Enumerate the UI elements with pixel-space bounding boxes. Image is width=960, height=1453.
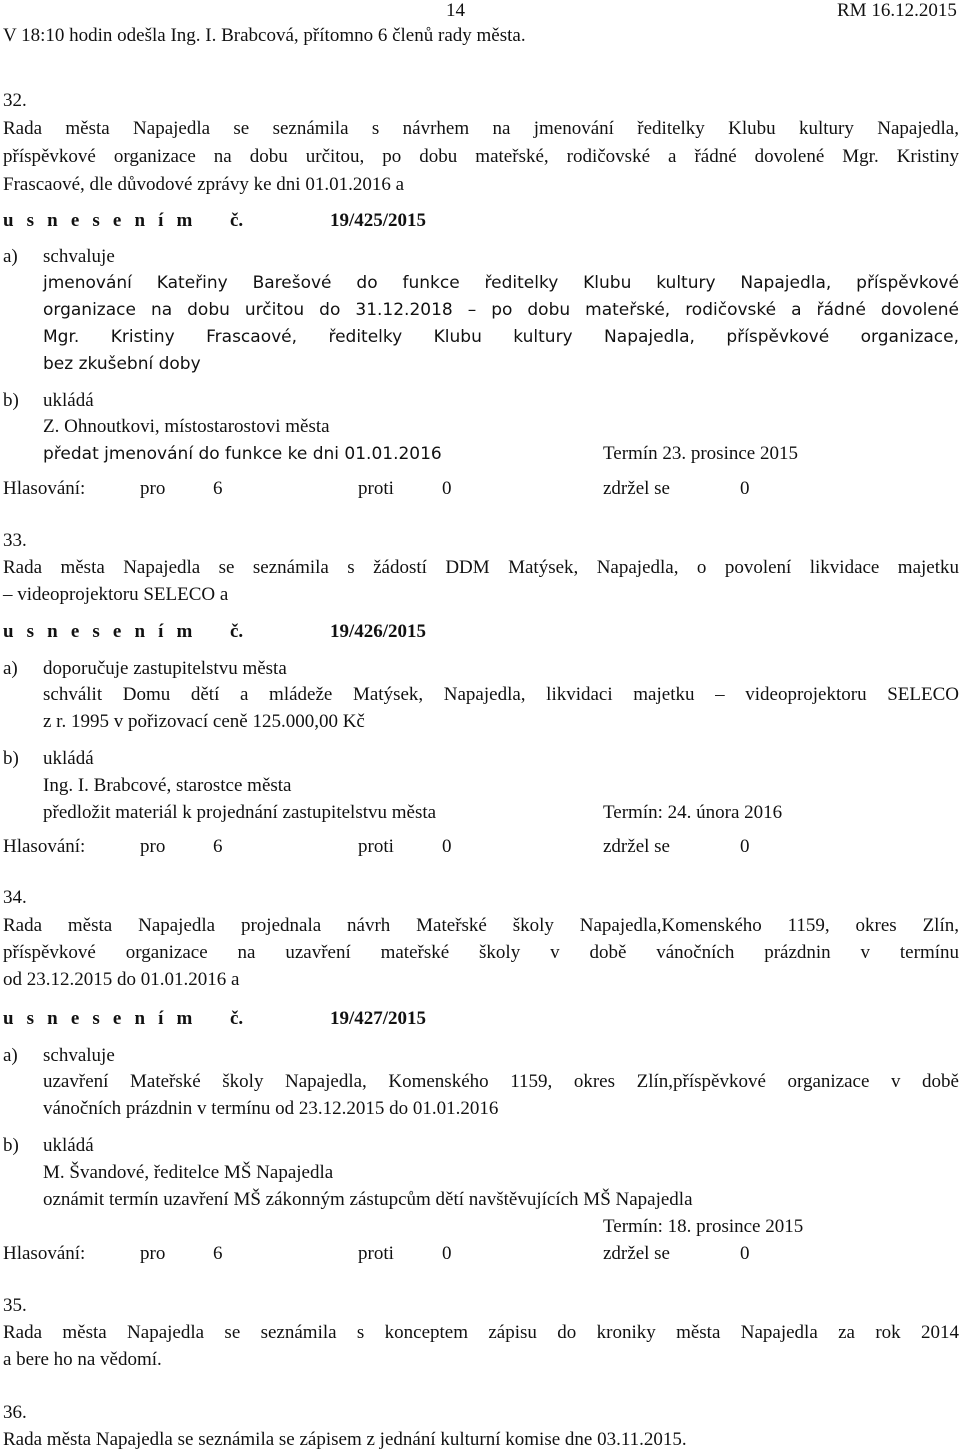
section-33-a-marker: a) xyxy=(3,658,18,679)
vote-proti-count: 0 xyxy=(442,836,452,857)
section-33-resolution-label: u s n e s e n í m xyxy=(3,621,197,642)
section-34-deadline: Termín: 18. prosince 2015 xyxy=(603,1216,804,1237)
vote-proti-label: proti xyxy=(358,1243,394,1264)
vote-zdrzel-label: zdržel se xyxy=(603,1243,670,1264)
section-32-a-line-4: bez zkušební doby xyxy=(43,354,201,374)
section-34-resolution-label: u s n e s e n í m xyxy=(3,1008,197,1029)
vote-label: Hlasování: xyxy=(3,478,86,499)
section-33-b-line-1: Ing. I. Brabcové, starostce města xyxy=(43,775,292,796)
section-32-resolution-number: 19/425/2015 xyxy=(330,210,427,231)
section-33-line-1: Rada města Napajedla se seznámila s žádostí DDM Matýsek, Napajedla, o povolení likvidace majetku xyxy=(3,557,959,578)
vote-label: Hlasování: xyxy=(3,1243,86,1264)
section-33-resolution-number: 19/426/2015 xyxy=(330,621,427,642)
section-34-line-1: Rada města Napajedla projednala návrh Mateřské školy Napajedla,Komenského 1159, okres Zlín, xyxy=(3,915,959,936)
vote-proti-count: 0 xyxy=(442,478,452,499)
section-32-a-line-3: Mgr. Kristiny Frascaové, ředitelky Klubu kultury Napajedla, příspěvkové organizace, xyxy=(43,327,959,347)
section-33-b-line-2: předložit materiál k projednání zastupitelstvu města xyxy=(43,802,437,823)
vote-pro-count: 6 xyxy=(213,1243,223,1264)
section-35-number: 35. xyxy=(3,1295,27,1316)
section-33-b-marker: b) xyxy=(3,748,19,769)
vote-proti-count: 0 xyxy=(442,1243,452,1264)
section-34-line-3: od 23.12.2015 do 01.01.2016 a xyxy=(3,969,240,990)
section-33-line-2: – videoprojektoru SELECO a xyxy=(3,584,229,605)
section-36-line-1: Rada města Napajedla se seznámila se zápisem z jednání kulturní komise dne 03.11.2015. xyxy=(3,1429,687,1450)
section-33-a-verb: doporučuje zastupitelstvu města xyxy=(43,658,287,679)
vote-zdrzel-count: 0 xyxy=(740,478,750,499)
section-34-resolution-number: 19/427/2015 xyxy=(330,1008,427,1029)
section-34-b-line-1: M. Švandové, ředitelce MŠ Napajedla xyxy=(43,1162,334,1183)
section-34-b-verb: ukládá xyxy=(43,1135,94,1156)
section-33-resolution-c: č. xyxy=(230,621,244,642)
section-34-a-line-1: uzavření Mateřské školy Napajedla, Komenského 1159, okres Zlín,příspěvkové organizace v době xyxy=(43,1071,959,1092)
section-34-b-line-2: oznámit termín uzavření MŠ zákonným zástupcům dětí navštěvujících MŠ Napajedla xyxy=(43,1189,693,1210)
section-32-number: 32. xyxy=(3,90,27,111)
section-32-b-marker: b) xyxy=(3,390,19,411)
vote-pro-count: 6 xyxy=(213,836,223,857)
section-32-line-2: příspěvkové organizace na dobu určitou, po dobu mateřské, rodičovské a řádné dovolené Mgr. Kristiny xyxy=(3,146,959,167)
intro-line: V 18:10 hodin odešla Ing. I. Brabcová, přítomno 6 členů rady města. xyxy=(3,25,526,46)
vote-pro-label: pro xyxy=(140,478,166,499)
vote-pro-count: 6 xyxy=(213,478,223,499)
section-32-a-line-1: jmenování Kateřiny Barešové do funkce ředitelky Klubu kultury Napajedla, příspěvkové xyxy=(43,273,959,293)
section-33-deadline: Termín: 24. února 2016 xyxy=(603,802,783,823)
section-32-b-verb: ukládá xyxy=(43,390,94,411)
section-34-a-line-2: vánočních prázdnin v termínu od 23.12.2015 do 01.01.2016 xyxy=(43,1098,499,1119)
section-32-line-1: Rada města Napajedla se seznámila s návrhem na jmenování ředitelky Klubu kultury Napajedla, xyxy=(3,118,959,139)
section-32-a-verb: schvaluje xyxy=(43,246,115,267)
vote-zdrzel-count: 0 xyxy=(740,836,750,857)
section-32-deadline: Termín 23. prosince 2015 xyxy=(603,443,798,464)
section-34-number: 34. xyxy=(3,887,27,908)
vote-proti-label: proti xyxy=(358,478,394,499)
vote-pro-label: pro xyxy=(140,836,166,857)
vote-zdrzel-label: zdržel se xyxy=(603,836,670,857)
vote-label: Hlasování: xyxy=(3,836,86,857)
vote-proti-label: proti xyxy=(358,836,394,857)
section-34-a-marker: a) xyxy=(3,1045,18,1066)
page-number: 14 xyxy=(446,0,465,21)
section-34-b-marker: b) xyxy=(3,1135,19,1156)
section-33-number: 33. xyxy=(3,530,27,551)
section-33-a-line-1: schválit Domu dětí a mládeže Matýsek, Napajedla, likvidaci majetku – videoprojektoru SELECO xyxy=(43,684,959,705)
vote-zdrzel-label: zdržel se xyxy=(603,478,670,499)
section-35-line-1: Rada města Napajedla se seznámila s konceptem zápisu do kroniky města Napajedla za rok 2014 xyxy=(3,1322,959,1343)
vote-pro-label: pro xyxy=(140,1243,166,1264)
section-34-resolution-c: č. xyxy=(230,1008,244,1029)
section-32-b-line-2: předat jmenování do funkce ke dni 01.01.2016 xyxy=(43,444,442,464)
section-32-b-line-1: Z. Ohnoutkovi, místostarostovi města xyxy=(43,416,330,437)
section-34-line-2: příspěvkové organizace na uzavření mateřské školy v době vánočních prázdnin v termínu xyxy=(3,942,959,963)
section-33-b-verb: ukládá xyxy=(43,748,94,769)
section-36-number: 36. xyxy=(3,1402,27,1423)
section-33-a-line-2: z r. 1995 v pořizovací ceně 125.000,00 Kč xyxy=(43,711,365,732)
vote-zdrzel-count: 0 xyxy=(740,1243,750,1264)
section-32-resolution-c: č. xyxy=(230,210,244,231)
section-32-resolution-label: u s n e s e n í m xyxy=(3,210,197,231)
section-32-a-line-2: organizace na dobu určitou do 31.12.2018 – po dobu mateřské, rodičovské a řádné dovolené xyxy=(43,300,959,320)
section-34-a-verb: schvaluje xyxy=(43,1045,115,1066)
document-id: RM 16.12.2015 xyxy=(837,0,957,21)
section-32-line-3: Frascaové, dle důvodové zprávy ke dni 01.01.2016 a xyxy=(3,174,405,195)
section-32-a-marker: a) xyxy=(3,246,18,267)
section-35-line-2: a bere ho na vědomí. xyxy=(3,1349,162,1370)
